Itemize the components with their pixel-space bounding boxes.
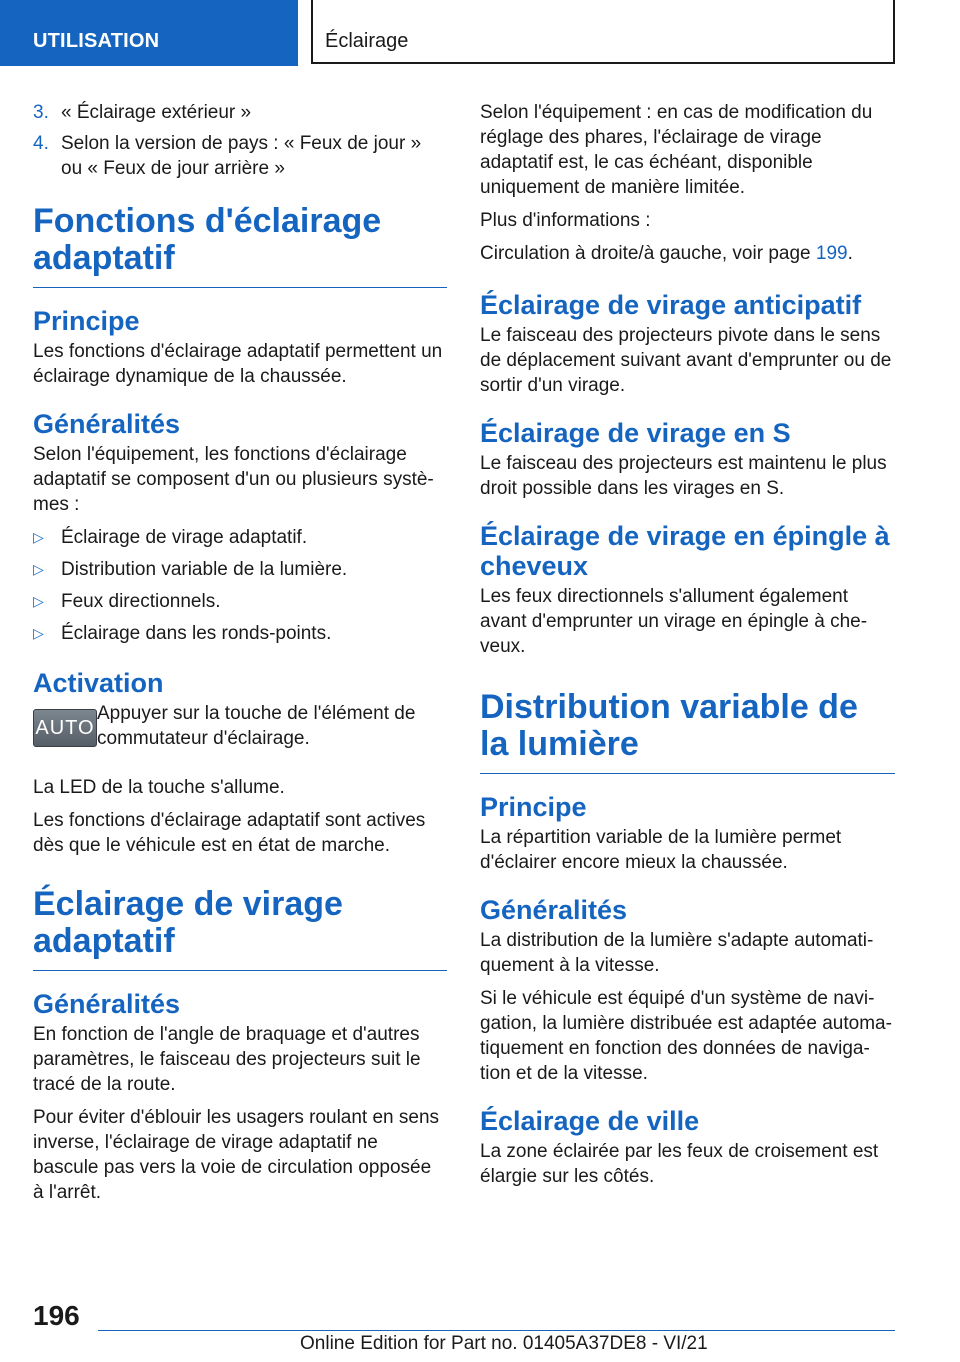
paragraph-principe: Les fonctions d'éclairage adaptatif permettent un éclairage dynamique de la chaussée.	[33, 341, 443, 387]
paragraph-ville: La zone éclairée par les feux de croisement est élargie sur les côtés.	[480, 1141, 879, 1187]
page-number: 196	[33, 1300, 80, 1331]
triangle-bullet-icon: ▷	[33, 593, 44, 609]
right-column	[480, 100, 895, 1197]
heading-principe-distribution: Principe	[480, 792, 587, 822]
list-text: Éclairage de virage adaptatif.	[61, 527, 308, 548]
paragraph-actives: Les fonctions d'éclairage adaptatif sont actives dès que le véhicule est en état de marche.	[33, 810, 426, 856]
heading-generalites-distribution: Généralités	[480, 895, 628, 925]
heading-virage-adaptatif: Éclairage de virage adaptatif	[33, 886, 447, 971]
heading-fonctions-eclairage: Fonctions d'éclairage adaptatif	[33, 203, 447, 288]
list-item	[33, 621, 447, 646]
heading-principe: Principe	[33, 306, 140, 336]
list-item	[33, 589, 447, 614]
function-bullet-list	[33, 525, 447, 646]
paragraph-activation: Appuyer sur la touche de l'élément de commutateur d'éclairage.	[97, 703, 416, 749]
paragraph-circulation	[480, 241, 895, 266]
list-item	[33, 100, 447, 125]
heading-ville: Éclairage de ville	[480, 1106, 700, 1136]
list-text: Éclairage dans les ronds-points.	[61, 623, 332, 644]
auto-button-icon: AUTO	[33, 709, 97, 747]
list-text: Feux directionnels.	[61, 591, 221, 612]
list-item	[33, 525, 447, 550]
circulation-text: Circulation à droite/à gauche, voir page	[480, 243, 816, 264]
triangle-bullet-icon: ▷	[33, 529, 44, 545]
heading-epingle: Éclairage de virage en épingle à cheveux	[480, 521, 890, 581]
list-text: « Éclairage extérieur »	[61, 102, 252, 123]
list-text: Selon la version de pays : « Feux de jour » ou « Feux de jour arrière »	[61, 133, 422, 179]
circulation-end: .	[847, 243, 853, 264]
list-text: Distribution variable de la lumière.	[61, 559, 348, 580]
paragraph-equipement: Selon l'équipement : en cas de modification du réglage des phares, l'éclairage de virage adaptatif est, le cas échéant, disponible uniquement de manière limitée.	[480, 102, 873, 198]
paragraph-epingle: Les feux directionnels s'allument également avant d'emprunter un virage en épingle à che‐ veux.	[480, 586, 868, 657]
paragraph-virage-2: Pour éviter d'éblouir les usagers roulant en sens inverse, l'éclairage de virage adaptatif ne bascule pas vers la voie de circulation opposée à l'arrêt.	[33, 1107, 440, 1203]
numbered-list	[33, 100, 447, 181]
list-number: 4.	[33, 133, 49, 154]
paragraph-led: La LED de la touche s'allume.	[33, 777, 285, 798]
heading-generalites-virage: Généralités	[33, 989, 181, 1019]
page-header	[0, 0, 960, 66]
list-item	[33, 557, 447, 582]
list-number: 3.	[33, 102, 49, 123]
heading-activation: Activation	[33, 668, 164, 698]
footer-divider	[98, 1330, 895, 1331]
paragraph-generalites: Selon l'équipement, les fonctions d'éclairage adaptatif se composent d'un ou plusieurs systè‐ mes :	[33, 444, 434, 515]
paragraph-virage-s: Le faisceau des projecteurs est maintenu le plus droit possible dans les virages en S.	[480, 453, 887, 499]
list-item	[33, 131, 447, 181]
footer-edition: Online Edition for Part no. 01405A37DE8 - VI/21	[300, 1333, 708, 1354]
paragraph-generalites-2: Si le véhicule est équipé d'un système de navi‐ gation, la lumière distribuée est adaptée automa‐ tiquement en fonction des données de naviga‐ tion et de la vitesse.	[480, 988, 892, 1084]
paragraph-anticipatif: Le faisceau des projecteurs pivote dans le sens de déplacement suivant avant d'emprunter ou de sortir d'un virage.	[480, 325, 892, 396]
paragraph-generalites-1: La distribution de la lumière s'adapte automati‐ quement à la vitesse.	[480, 930, 874, 976]
paragraph-principe-distribution: La répartition variable de la lumière permet d'éclairer encore mieux la chaussée.	[480, 827, 842, 873]
heading-distribution: Distribution variable de la lumière	[480, 689, 895, 774]
page-link[interactable]: 199	[815, 243, 848, 264]
heading-virage-s: Éclairage de virage en S	[480, 418, 791, 448]
heading-anticipatif: Éclairage de virage anticipatif	[480, 290, 862, 320]
chapter-title: Éclairage	[311, 0, 895, 64]
triangle-bullet-icon: ▷	[33, 561, 44, 577]
left-column	[33, 100, 447, 1213]
paragraph-plus-informations: Plus d'informations :	[480, 210, 651, 231]
triangle-bullet-icon: ▷	[33, 625, 44, 641]
paragraph-virage-1: En fonction de l'angle de braquage et d'autres paramètres, le faisceau des projecteurs suit le tracé de la route.	[33, 1024, 421, 1095]
section-tab: UTILISATION	[0, 0, 298, 66]
heading-generalites: Généralités	[33, 409, 181, 439]
activation-row	[33, 701, 447, 767]
